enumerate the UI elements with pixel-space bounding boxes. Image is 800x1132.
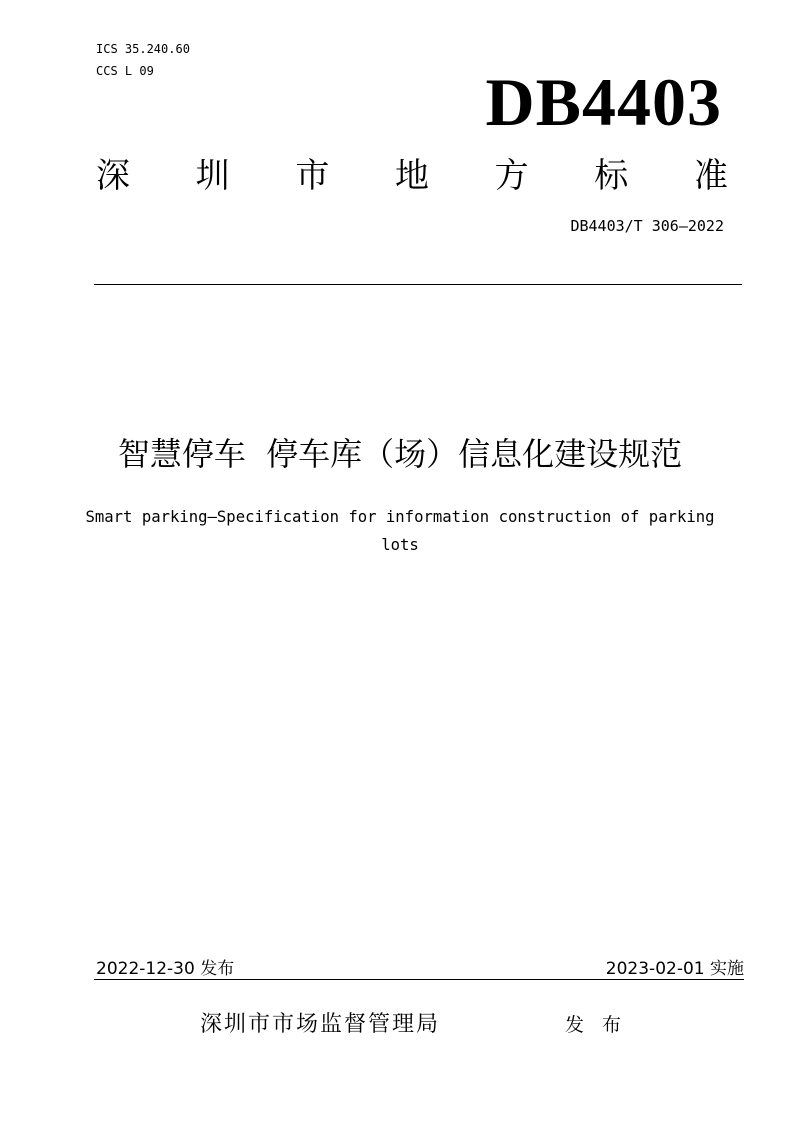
standard-type-char: 标: [594, 156, 629, 196]
ccs-code: CCS L 09: [96, 64, 154, 78]
standard-logo: DB4403: [485, 64, 722, 140]
footer-divider: [94, 979, 744, 980]
standard-type-char: 市: [295, 156, 330, 196]
ics-code: ICS 35.240.60: [96, 42, 190, 56]
standard-type-heading: [96, 154, 728, 198]
standard-number: DB4403/T 306—2022: [570, 217, 724, 235]
standard-type-char: 深: [96, 156, 130, 196]
issue-date: 2022-12-30 发布: [96, 959, 235, 979]
issuing-authority: 深圳市市场监督管理局: [200, 1012, 441, 1037]
publish-label: 发 布: [565, 1014, 628, 1036]
standard-type-char: 方: [494, 156, 529, 196]
standard-type-char: 准: [693, 156, 728, 196]
implementation-date: 2023-02-01 实施: [605, 959, 744, 979]
header-divider: [94, 284, 742, 285]
standard-type-char: 地: [394, 156, 429, 196]
standard-type-char: 圳: [195, 156, 230, 196]
document-title-english: Smart parking—Specification for information construction of parking lots: [85, 508, 715, 554]
document-title-chinese: 智慧停车 停车库（场）信息化建设规范: [117, 435, 683, 473]
